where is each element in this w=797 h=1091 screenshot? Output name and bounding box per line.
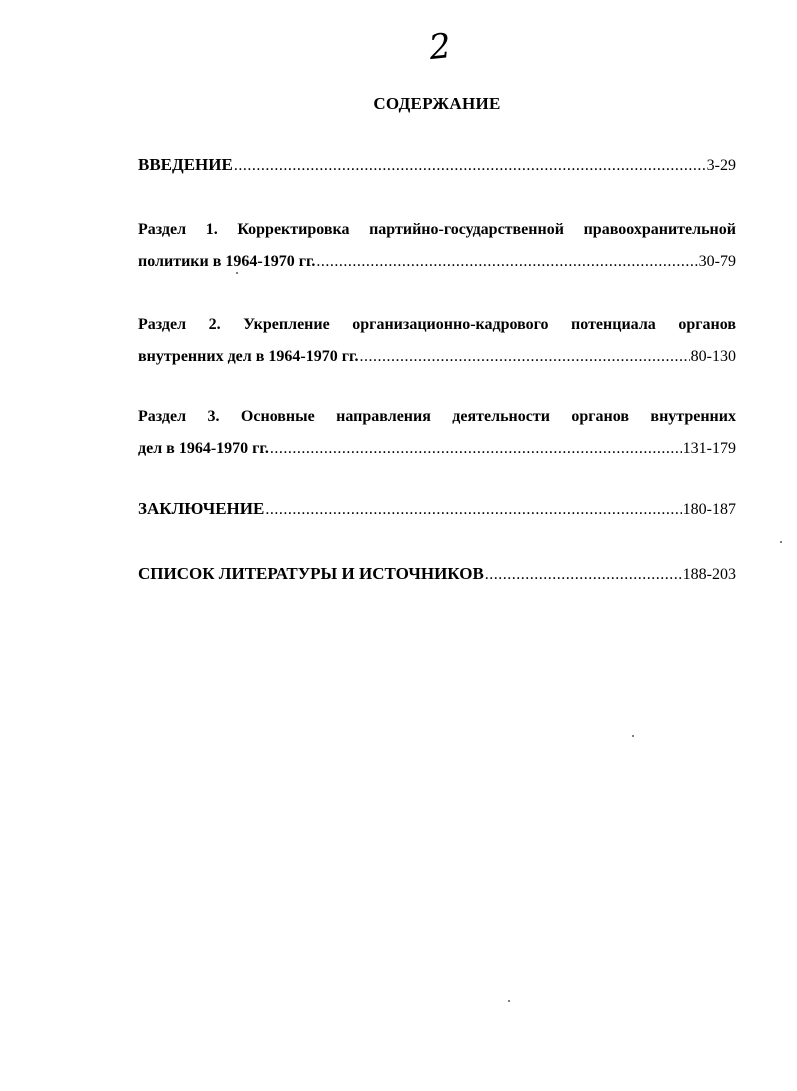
toc-entry-label: ЗАКЛЮЧЕНИЕ — [138, 499, 265, 518]
toc-entry-references[interactable] — [138, 558, 736, 591]
toc-entry-pages: 131-179 — [682, 440, 736, 457]
scan-speck — [508, 1000, 510, 1002]
toc-entry-title-line: дел в 1964-1970 гг. — [138, 440, 269, 457]
toc-entry-pages: 80-130 — [690, 348, 736, 365]
toc-leader-dots — [265, 494, 681, 526]
toc-entry-conclusion[interactable] — [138, 493, 736, 526]
toc-entry-section-3[interactable] — [138, 401, 736, 465]
toc-entry-pages: 188-203 — [682, 566, 736, 583]
toc-entry-title-line: Раздел 1. Корректировка партийно-государственной правоохранительной — [138, 221, 736, 238]
scan-speck — [632, 735, 634, 737]
toc-entry-label: ВВЕДЕНИЕ — [138, 155, 233, 174]
toc-entry-pages: 3-29 — [706, 157, 736, 174]
toc-entry-pages: 180-187 — [682, 501, 736, 518]
toc-entry-intro[interactable] — [138, 149, 736, 182]
toc-leader-dots — [316, 246, 697, 278]
toc-leader-dots — [359, 341, 689, 373]
toc-entry-pages: 30-79 — [698, 253, 736, 270]
toc-entry-title-line: внутренних дел в 1964-1970 гг. — [138, 348, 359, 365]
scan-speck — [236, 272, 238, 274]
scan-speck — [780, 541, 782, 543]
toc-entry-section-2[interactable] — [138, 309, 736, 373]
toc-entry-section-1[interactable] — [138, 214, 736, 278]
toc-entry-title-line: Раздел 2. Укрепление организационно-кадрового потенциала органов — [138, 316, 736, 333]
toc-leader-dots — [270, 433, 682, 465]
toc-entry-title-line: Раздел 3. Основные направления деятельности органов внутренних — [138, 408, 736, 425]
page-title: СОДЕРЖАНИЕ — [373, 94, 501, 113]
handwritten-page-number: 2 — [427, 25, 453, 69]
toc-leader-dots — [485, 559, 682, 591]
toc-entry-title-line: политики в 1964-1970 гг. — [138, 253, 316, 270]
toc-entry-label: СПИСОК ЛИТЕРАТУРЫ И ИСТОЧНИКОВ — [138, 564, 484, 583]
toc-leader-dots — [234, 150, 706, 182]
